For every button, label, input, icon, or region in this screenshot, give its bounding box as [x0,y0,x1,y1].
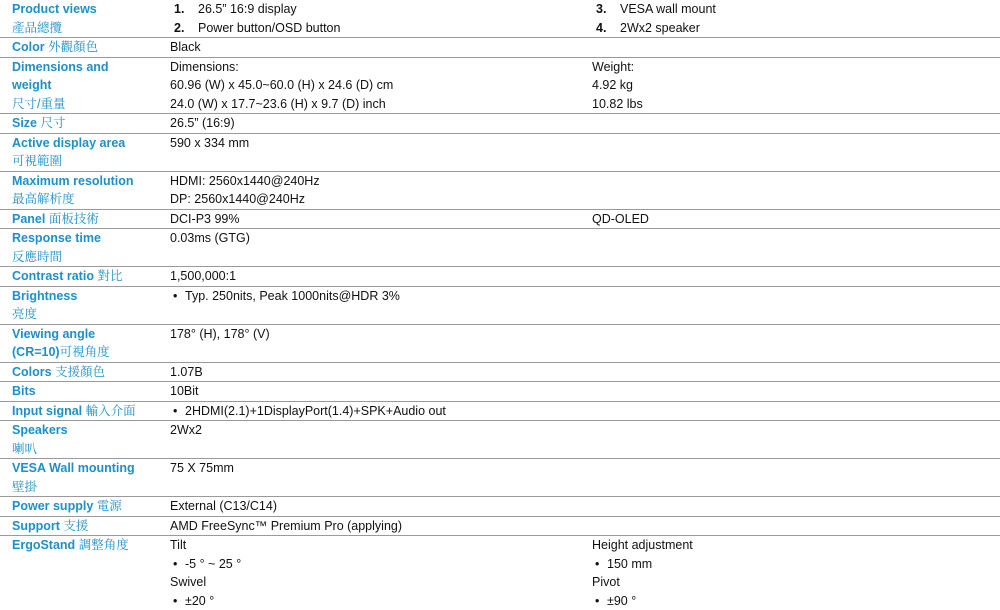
spec-value-line: 10Bit [170,382,592,401]
spec-value-primary [170,459,592,497]
spec-label [0,209,170,229]
item-number: 2. [170,19,198,38]
label-line [12,19,170,38]
label-line [12,248,170,267]
spec-value-line: 1,500,000:1 [170,267,592,286]
spec-value-line: Dimensions: [170,58,592,77]
label-zh: 輸入介面 [86,404,136,418]
spec-value-secondary [592,497,1000,517]
spec-row-brightness [0,286,1000,324]
spec-value-secondary [592,209,1000,229]
label-en: Maximum resolution [12,174,134,188]
label-zh: 亮度 [12,307,37,321]
bullet-item [592,592,1000,610]
spec-value-line: Swivel [170,573,592,592]
spec-label [0,459,170,497]
spec-row-vesa-wall-mounting [0,459,1000,497]
item-text: 2Wx2 speaker [620,21,700,35]
label-en: Input signal [12,404,82,418]
spec-value-primary [170,421,592,459]
spec-value-primary [170,382,592,402]
numbered-item [170,19,592,38]
label-en: Viewing angle [12,327,95,341]
spec-value-primary [170,497,592,517]
spec-value-line: 75 X 75mm [170,459,592,478]
label-line [12,95,170,114]
spec-value-line: Black [170,38,592,57]
numbered-item [592,0,1000,19]
label-line [12,287,170,306]
bullet-icon: • [170,592,185,610]
label-zh: 對比 [97,269,122,283]
label-en: Size [12,116,37,130]
spec-value-secondary [592,38,1000,58]
spec-label [0,114,170,134]
spec-value-line: 24.0 (W) x 17.7~23.6 (H) x 9.7 (D) inch [170,95,592,114]
spec-row-maximum-resolution [0,171,1000,209]
spec-label [0,229,170,267]
label-line [12,76,170,95]
label-zh: 最高解析度 [12,192,75,206]
spec-value-line: 178° (H), 178° (V) [170,325,592,344]
bullet-item [170,555,592,574]
label-en: Response time [12,231,101,245]
spec-value-secondary [592,286,1000,324]
spec-value-line: Height adjustment [592,536,1000,555]
spec-value-primary [170,0,592,38]
bullet-item [170,592,592,610]
label-en: Bits [12,384,36,398]
spec-value-line: Weight: [592,58,1000,77]
spec-label [0,267,170,287]
spec-label [0,536,170,610]
label-line [12,497,170,516]
spec-row-input-signal [0,401,1000,421]
label-zh: 面板技術 [49,212,99,226]
spec-value-line: 1.07B [170,363,592,382]
label-line [12,0,170,19]
label-en: (CR=10) [12,345,60,359]
spec-value-line: 4.92 kg [592,76,1000,95]
spec-value-primary [170,209,592,229]
label-en: Panel [12,212,45,226]
spec-value-secondary [592,171,1000,209]
spec-value-primary [170,286,592,324]
spec-value-primary [170,324,592,362]
label-line [12,325,170,344]
label-line [12,440,170,459]
spec-value-line: HDMI: 2560x1440@240Hz [170,172,592,191]
label-zh: 喇叭 [12,442,37,456]
spec-row-response-time [0,229,1000,267]
label-line [12,190,170,209]
label-zh: 反應時間 [12,250,62,264]
spec-row-contrast-ratio [0,267,1000,287]
bullet-icon: • [592,555,607,574]
spec-row-power-supply [0,497,1000,517]
label-en: Product views [12,2,97,16]
spec-row-product-views [0,0,1000,38]
item-text: 26.5” 16:9 display [198,2,297,16]
label-en: ErgoStand [12,538,75,552]
spec-value-line: AMD FreeSync™ Premium Pro (applying) [170,517,592,536]
spec-value-primary [170,229,592,267]
spec-value-primary [170,516,592,536]
spec-label [0,286,170,324]
spec-row-panel [0,209,1000,229]
label-en: Color [12,40,45,54]
spec-value-line: DCI-P3 99% [170,210,592,229]
spec-value-line: DP: 2560x1440@240Hz [170,190,592,209]
spec-value-secondary [592,536,1000,610]
spec-value-line: 26.5” (16:9) [170,114,592,133]
spec-value-secondary [592,114,1000,134]
bullet-text: -5 ° ~ 25 ° [185,557,241,571]
label-line [12,305,170,324]
spec-label [0,382,170,402]
spec-value-secondary [592,267,1000,287]
label-en: Active display area [12,136,125,150]
spec-value-primary [170,267,592,287]
label-zh: 產品總攬 [12,21,62,35]
item-text: Power button/OSD button [198,21,340,35]
label-line [12,58,170,77]
label-line [12,38,170,57]
spec-row-colors [0,362,1000,382]
bullet-icon: • [170,402,185,421]
spec-value-line: 2Wx2 [170,421,592,440]
spec-row-bits [0,382,1000,402]
spec-value-line: QD-OLED [592,210,1000,229]
spec-row-dimensions-weight [0,57,1000,114]
spec-value-primary [170,133,592,171]
numbered-item [592,19,1000,38]
spec-value-primary [170,57,592,114]
spec-label [0,401,170,421]
label-zh: 外觀顏色 [48,40,98,54]
label-line [12,478,170,497]
spec-value-line: 10.82 lbs [592,95,1000,114]
label-zh: 電源 [97,499,122,513]
spec-row-active-display-area [0,133,1000,171]
bullet-text: ±90 ° [607,594,636,608]
spec-label [0,362,170,382]
bullet-icon: • [170,555,185,574]
spec-label [0,516,170,536]
label-zh: 支援顏色 [55,365,105,379]
label-zh: 調整角度 [79,538,129,552]
label-zh: 尺寸/重量 [12,97,65,111]
bullet-text: ±20 ° [185,594,214,608]
numbered-item [170,0,592,19]
label-en: Dimensions and [12,60,109,74]
label-line [12,114,170,133]
spec-value-primary [170,38,592,58]
label-zh: 可視角度 [60,345,110,359]
spec-value-secondary [592,57,1000,114]
spec-value-primary [170,171,592,209]
spec-value-secondary [592,324,1000,362]
spec-row-ergostand [0,536,1000,610]
label-zh: 壁掛 [12,480,37,494]
spec-row-speakers [0,421,1000,459]
label-line [12,267,170,286]
spec-value-line: 60.96 (W) x 45.0~60.0 (H) x 24.6 (D) cm [170,76,592,95]
spec-value-secondary [592,459,1000,497]
item-number: 3. [592,0,620,19]
label-zh: 支援 [63,519,88,533]
label-en: Contrast ratio [12,269,94,283]
label-en: Speakers [12,423,68,437]
spec-value-secondary [592,382,1000,402]
spec-label [0,57,170,114]
spec-value-primary [170,536,592,610]
spec-label [0,171,170,209]
spec-value-line: Tilt [170,536,592,555]
label-line [12,229,170,248]
label-line [12,210,170,229]
label-line [12,402,170,421]
bullet-text: 150 mm [607,557,652,571]
spec-value-secondary [592,421,1000,459]
spec-value-line: 0.03ms (GTG) [170,229,592,248]
spec-label [0,421,170,459]
label-line [12,172,170,191]
label-line [12,134,170,153]
spec-label [0,133,170,171]
label-line [12,343,170,362]
spec-value-secondary [592,229,1000,267]
bullet-icon: • [170,287,185,306]
label-line [12,459,170,478]
label-line [12,382,170,401]
label-line [12,152,170,171]
label-en: Power supply [12,499,93,513]
spec-value-secondary [592,401,1000,421]
spec-label [0,38,170,58]
spec-value-line: 590 x 334 mm [170,134,592,153]
label-line [12,421,170,440]
label-en: Colors [12,365,52,379]
spec-label [0,497,170,517]
spec-row-support [0,516,1000,536]
spec-value-line: Pivot [592,573,1000,592]
spec-value-secondary [592,362,1000,382]
label-en: weight [12,78,52,92]
bullet-icon: • [592,592,607,610]
label-line [12,363,170,382]
label-zh: 可視範圍 [12,154,62,168]
spec-row-viewing-angle [0,324,1000,362]
spec-value-line: External (C13/C14) [170,497,592,516]
bullet-item [170,402,592,421]
spec-row-size [0,114,1000,134]
bullet-text: Typ. 250nits, Peak 1000nits@HDR 3% [185,289,400,303]
label-en: Brightness [12,289,77,303]
bullet-item [170,287,592,306]
bullet-text: 2HDMI(2.1)+1DisplayPort(1.4)+SPK+Audio out [185,404,446,418]
label-line [12,517,170,536]
spec-value-primary [170,362,592,382]
spec-value-primary [170,114,592,134]
label-zh: 尺寸 [41,116,66,130]
spec-value-secondary [592,0,1000,38]
bullet-item [592,555,1000,574]
spec-value-secondary [592,516,1000,536]
label-line [12,536,170,555]
spec-label [0,0,170,38]
label-en: VESA Wall mounting [12,461,135,475]
item-number: 1. [170,0,198,19]
label-en: Support [12,519,60,533]
spec-label [0,324,170,362]
item-number: 4. [592,19,620,38]
spec-value-primary [170,401,592,421]
spec-row-color [0,38,1000,58]
spec-value-secondary [592,133,1000,171]
item-text: VESA wall mount [620,2,716,16]
